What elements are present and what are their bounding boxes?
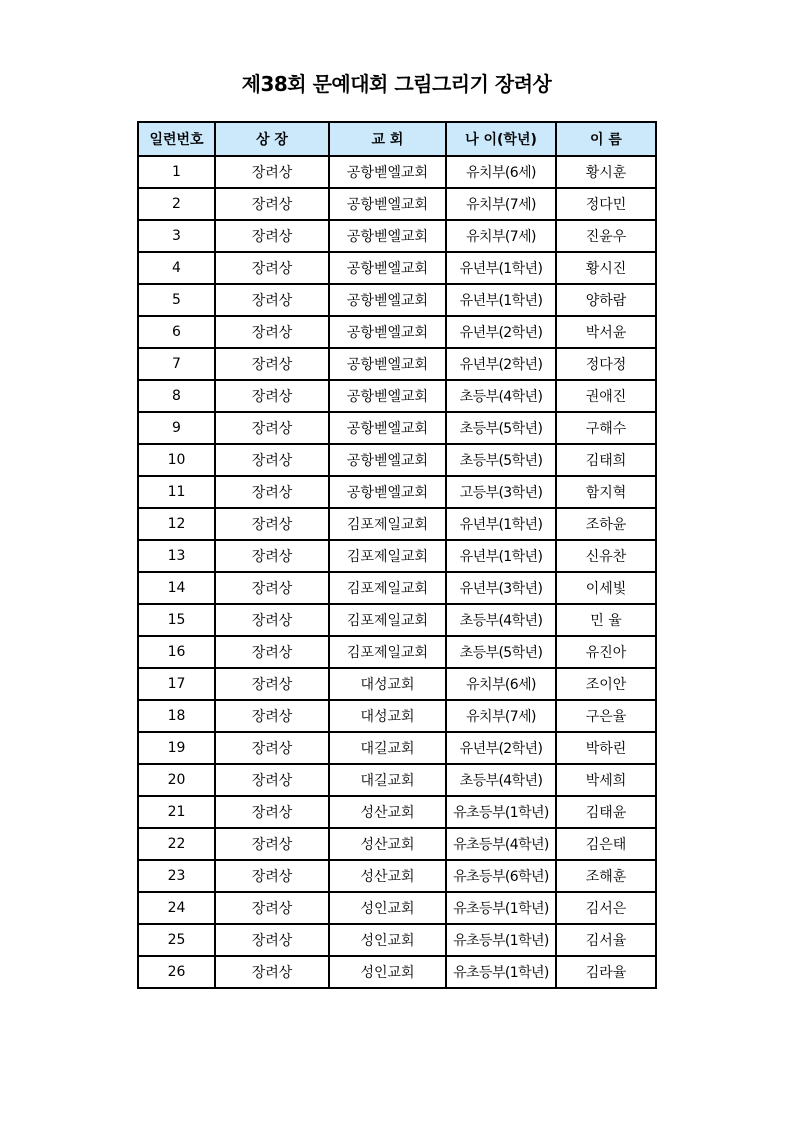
cell-church: 대성교회 xyxy=(329,700,446,732)
cell-age-grade: 유년부(2학년) xyxy=(446,732,556,764)
cell-serial-number: 24 xyxy=(138,892,215,924)
header-name: 이 름 xyxy=(556,122,656,156)
cell-age-grade: 유치부(7세) xyxy=(446,220,556,252)
cell-award: 장려상 xyxy=(215,348,329,380)
cell-award: 장려상 xyxy=(215,956,329,988)
cell-award: 장려상 xyxy=(215,764,329,796)
cell-church: 성인교회 xyxy=(329,924,446,956)
cell-name: 김라율 xyxy=(556,956,656,988)
cell-name: 정다민 xyxy=(556,188,656,220)
cell-serial-number: 1 xyxy=(138,156,215,188)
cell-award: 장려상 xyxy=(215,156,329,188)
cell-award: 장려상 xyxy=(215,380,329,412)
cell-age-grade: 초등부(4학년) xyxy=(446,380,556,412)
cell-church: 공항벧엘교회 xyxy=(329,380,446,412)
table-row xyxy=(138,828,656,860)
cell-serial-number: 5 xyxy=(138,284,215,316)
table-row xyxy=(138,316,656,348)
cell-church: 대길교회 xyxy=(329,764,446,796)
cell-serial-number: 2 xyxy=(138,188,215,220)
cell-name: 양하람 xyxy=(556,284,656,316)
cell-name: 구해수 xyxy=(556,412,656,444)
cell-church: 김포제일교회 xyxy=(329,540,446,572)
cell-award: 장려상 xyxy=(215,572,329,604)
cell-award: 장려상 xyxy=(215,540,329,572)
table-row xyxy=(138,476,656,508)
cell-serial-number: 14 xyxy=(138,572,215,604)
header-age-grade: 나 이(학년) xyxy=(446,122,556,156)
table-row xyxy=(138,508,656,540)
cell-award: 장려상 xyxy=(215,700,329,732)
cell-church: 성인교회 xyxy=(329,956,446,988)
header-serial-number: 일련번호 xyxy=(138,122,215,156)
cell-serial-number: 15 xyxy=(138,604,215,636)
table-row xyxy=(138,220,656,252)
cell-award: 장려상 xyxy=(215,732,329,764)
cell-church: 성산교회 xyxy=(329,860,446,892)
cell-serial-number: 20 xyxy=(138,764,215,796)
table-row xyxy=(138,604,656,636)
cell-award: 장려상 xyxy=(215,892,329,924)
cell-age-grade: 유년부(1학년) xyxy=(446,508,556,540)
cell-name: 김은태 xyxy=(556,828,656,860)
cell-serial-number: 16 xyxy=(138,636,215,668)
cell-name: 박서윤 xyxy=(556,316,656,348)
award-table xyxy=(137,121,657,989)
cell-serial-number: 9 xyxy=(138,412,215,444)
cell-age-grade: 유치부(6세) xyxy=(446,668,556,700)
table-row xyxy=(138,252,656,284)
cell-age-grade: 유초등부(1학년) xyxy=(446,796,556,828)
table-header xyxy=(138,122,656,156)
cell-age-grade: 유년부(2학년) xyxy=(446,348,556,380)
cell-church: 김포제일교회 xyxy=(329,572,446,604)
cell-serial-number: 10 xyxy=(138,444,215,476)
cell-church: 공항벧엘교회 xyxy=(329,220,446,252)
cell-serial-number: 19 xyxy=(138,732,215,764)
cell-church: 공항벧엘교회 xyxy=(329,284,446,316)
cell-serial-number: 23 xyxy=(138,860,215,892)
cell-name: 황시진 xyxy=(556,252,656,284)
cell-age-grade: 초등부(5학년) xyxy=(446,636,556,668)
cell-award: 장려상 xyxy=(215,412,329,444)
cell-serial-number: 8 xyxy=(138,380,215,412)
table-row xyxy=(138,860,656,892)
cell-age-grade: 유치부(7세) xyxy=(446,700,556,732)
cell-church: 김포제일교회 xyxy=(329,508,446,540)
table-row xyxy=(138,924,656,956)
cell-name: 민 율 xyxy=(556,604,656,636)
table-row xyxy=(138,796,656,828)
cell-church: 대길교회 xyxy=(329,732,446,764)
cell-name: 신유찬 xyxy=(556,540,656,572)
header-row xyxy=(138,122,656,156)
table-row xyxy=(138,700,656,732)
table-row xyxy=(138,380,656,412)
cell-age-grade: 초등부(5학년) xyxy=(446,412,556,444)
cell-name: 황시훈 xyxy=(556,156,656,188)
cell-serial-number: 26 xyxy=(138,956,215,988)
cell-name: 함지혁 xyxy=(556,476,656,508)
cell-name: 김서율 xyxy=(556,924,656,956)
cell-award: 장려상 xyxy=(215,252,329,284)
cell-age-grade: 유년부(1학년) xyxy=(446,284,556,316)
cell-name: 김서은 xyxy=(556,892,656,924)
cell-church: 공항벧엘교회 xyxy=(329,412,446,444)
cell-name: 김태희 xyxy=(556,444,656,476)
cell-church: 김포제일교회 xyxy=(329,636,446,668)
cell-age-grade: 유초등부(1학년) xyxy=(446,924,556,956)
cell-church: 김포제일교회 xyxy=(329,604,446,636)
cell-church: 성인교회 xyxy=(329,892,446,924)
cell-award: 장려상 xyxy=(215,476,329,508)
cell-church: 공항벧엘교회 xyxy=(329,348,446,380)
cell-church: 공항벧엘교회 xyxy=(329,444,446,476)
table-row xyxy=(138,764,656,796)
cell-church: 공항벧엘교회 xyxy=(329,476,446,508)
cell-name: 이세빛 xyxy=(556,572,656,604)
cell-serial-number: 6 xyxy=(138,316,215,348)
cell-serial-number: 13 xyxy=(138,540,215,572)
cell-award: 장려상 xyxy=(215,636,329,668)
cell-age-grade: 유년부(3학년) xyxy=(446,572,556,604)
cell-age-grade: 유치부(6세) xyxy=(446,156,556,188)
cell-name: 구은율 xyxy=(556,700,656,732)
cell-award: 장려상 xyxy=(215,316,329,348)
cell-age-grade: 유초등부(6학년) xyxy=(446,860,556,892)
cell-award: 장려상 xyxy=(215,796,329,828)
cell-age-grade: 초등부(4학년) xyxy=(446,604,556,636)
table-row xyxy=(138,732,656,764)
cell-award: 장려상 xyxy=(215,284,329,316)
cell-age-grade: 초등부(5학년) xyxy=(446,444,556,476)
cell-award: 장려상 xyxy=(215,444,329,476)
cell-church: 공항벧엘교회 xyxy=(329,188,446,220)
cell-name: 조해훈 xyxy=(556,860,656,892)
table-body xyxy=(138,156,656,988)
cell-church: 대성교회 xyxy=(329,668,446,700)
table-row xyxy=(138,668,656,700)
cell-serial-number: 21 xyxy=(138,796,215,828)
table-row xyxy=(138,444,656,476)
cell-church: 성산교회 xyxy=(329,828,446,860)
cell-serial-number: 18 xyxy=(138,700,215,732)
cell-age-grade: 유초등부(1학년) xyxy=(446,892,556,924)
table-row xyxy=(138,156,656,188)
cell-serial-number: 3 xyxy=(138,220,215,252)
table-row xyxy=(138,956,656,988)
cell-age-grade: 유년부(1학년) xyxy=(446,540,556,572)
cell-age-grade: 유초등부(4학년) xyxy=(446,828,556,860)
cell-age-grade: 유년부(1학년) xyxy=(446,252,556,284)
header-award: 상 장 xyxy=(215,122,329,156)
cell-name: 권애진 xyxy=(556,380,656,412)
cell-age-grade: 고등부(3학년) xyxy=(446,476,556,508)
cell-name: 정다정 xyxy=(556,348,656,380)
cell-serial-number: 11 xyxy=(138,476,215,508)
page-title: 제38회 문예대회 그림그리기 장려상 xyxy=(241,72,552,96)
cell-name: 조하윤 xyxy=(556,508,656,540)
cell-age-grade: 유년부(2학년) xyxy=(446,316,556,348)
cell-award: 장려상 xyxy=(215,604,329,636)
table-row xyxy=(138,188,656,220)
cell-serial-number: 7 xyxy=(138,348,215,380)
cell-name: 박하린 xyxy=(556,732,656,764)
cell-award: 장려상 xyxy=(215,220,329,252)
cell-age-grade: 초등부(4학년) xyxy=(446,764,556,796)
cell-church: 성산교회 xyxy=(329,796,446,828)
cell-award: 장려상 xyxy=(215,508,329,540)
cell-serial-number: 12 xyxy=(138,508,215,540)
cell-name: 박세희 xyxy=(556,764,656,796)
table-row xyxy=(138,892,656,924)
cell-age-grade: 유초등부(1학년) xyxy=(446,956,556,988)
cell-church: 공항벧엘교회 xyxy=(329,252,446,284)
cell-award: 장려상 xyxy=(215,188,329,220)
cell-serial-number: 17 xyxy=(138,668,215,700)
header-church: 교 회 xyxy=(329,122,446,156)
cell-name: 진윤우 xyxy=(556,220,656,252)
cell-award: 장려상 xyxy=(215,924,329,956)
table-row xyxy=(138,284,656,316)
cell-award: 장려상 xyxy=(215,828,329,860)
cell-award: 장려상 xyxy=(215,860,329,892)
cell-age-grade: 유치부(7세) xyxy=(446,188,556,220)
cell-serial-number: 22 xyxy=(138,828,215,860)
cell-name: 김태윤 xyxy=(556,796,656,828)
cell-church: 공항벧엘교회 xyxy=(329,156,446,188)
cell-award: 장려상 xyxy=(215,668,329,700)
table-row xyxy=(138,636,656,668)
cell-church: 공항벧엘교회 xyxy=(329,316,446,348)
cell-name: 유진아 xyxy=(556,636,656,668)
table-row xyxy=(138,572,656,604)
cell-serial-number: 25 xyxy=(138,924,215,956)
table-row xyxy=(138,348,656,380)
table-row xyxy=(138,412,656,444)
table-row xyxy=(138,540,656,572)
cell-serial-number: 4 xyxy=(138,252,215,284)
cell-name: 조이안 xyxy=(556,668,656,700)
